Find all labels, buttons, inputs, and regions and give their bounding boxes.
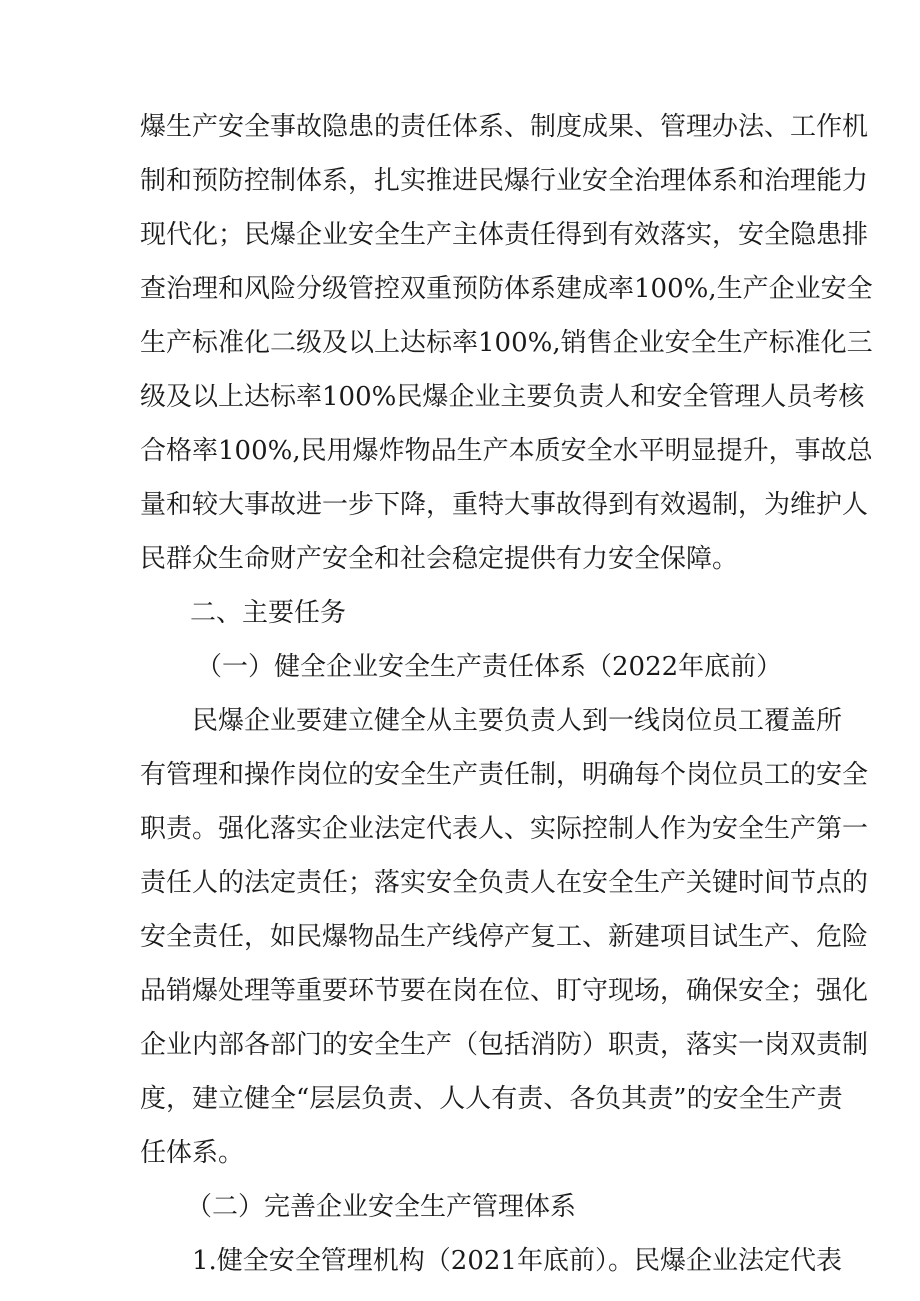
body-text-line: 生产标准化二级及以上达标率100%,销售企业安全生产标准化三 (140, 328, 873, 358)
body-text-line: 1.健全安全管理机构（2021年底前）。民爆企业法定代表 (192, 1246, 842, 1276)
body-text-line: 品销爆处理等重要环节要在岗在位、盯守现场，确保安全；强化 (140, 976, 869, 1006)
subsection-heading: （一）健全企业安全生产责任体系（2022年底前） (196, 652, 783, 682)
body-text-line: 民爆企业要建立健全从主要负责人到一线岗位员工覆盖所 (192, 706, 843, 736)
body-text-line: 制和预防控制体系，扎实推进民爆行业安全治理体系和治理能力 (140, 166, 869, 196)
body-text-line: 爆生产安全事故隐患的责任体系、制度成果、管理办法、工作机 (140, 112, 869, 142)
body-text-line: 民群众生命财产安全和社会稳定提供有力安全保障。 (140, 544, 739, 574)
body-text-line: 企业内部各部门的安全生产（包括消防）职责，落实一岗双责制 (140, 1030, 869, 1060)
body-text-line: 现代化；民爆企业安全生产主体责任得到有效落实，安全隐患排 (140, 220, 869, 250)
body-text-line: 级及以上达标率100%民爆企业主要负责人和安全管理人员考核 (140, 382, 865, 412)
body-text-line: 度，建立健全“层层负责、人人有责、各负其责”的安全生产责 (140, 1084, 843, 1114)
section-heading: 二、主要任务 (190, 598, 347, 628)
body-text-line: 量和较大事故进一步下降，重特大事故得到有效遏制，为维护人 (140, 490, 869, 520)
body-text-line: 任体系。 (140, 1138, 245, 1168)
body-text-line: 有管理和操作岗位的安全生产责任制，明确每个岗位员工的安全 (140, 760, 869, 790)
body-text-line: 查治理和风险分级管控双重预防体系建成率100%,生产企业安全 (140, 274, 873, 304)
body-text-line: 职责。强化落实企业法定代表人、实际控制人作为安全生产第一 (140, 814, 869, 844)
subsection-heading: （二）完善企业安全生产管理体系 (186, 1192, 577, 1222)
body-text-line: 安全责任，如民爆物品生产线停产复工、新建项目试生产、危险 (140, 922, 869, 952)
body-text-line: 合格率100%,民用爆炸物品生产本质安全水平明显提升，事故总 (140, 436, 873, 466)
body-text-line: 责任人的法定责任；落实安全负责人在安全生产关键时间节点的 (140, 868, 869, 898)
